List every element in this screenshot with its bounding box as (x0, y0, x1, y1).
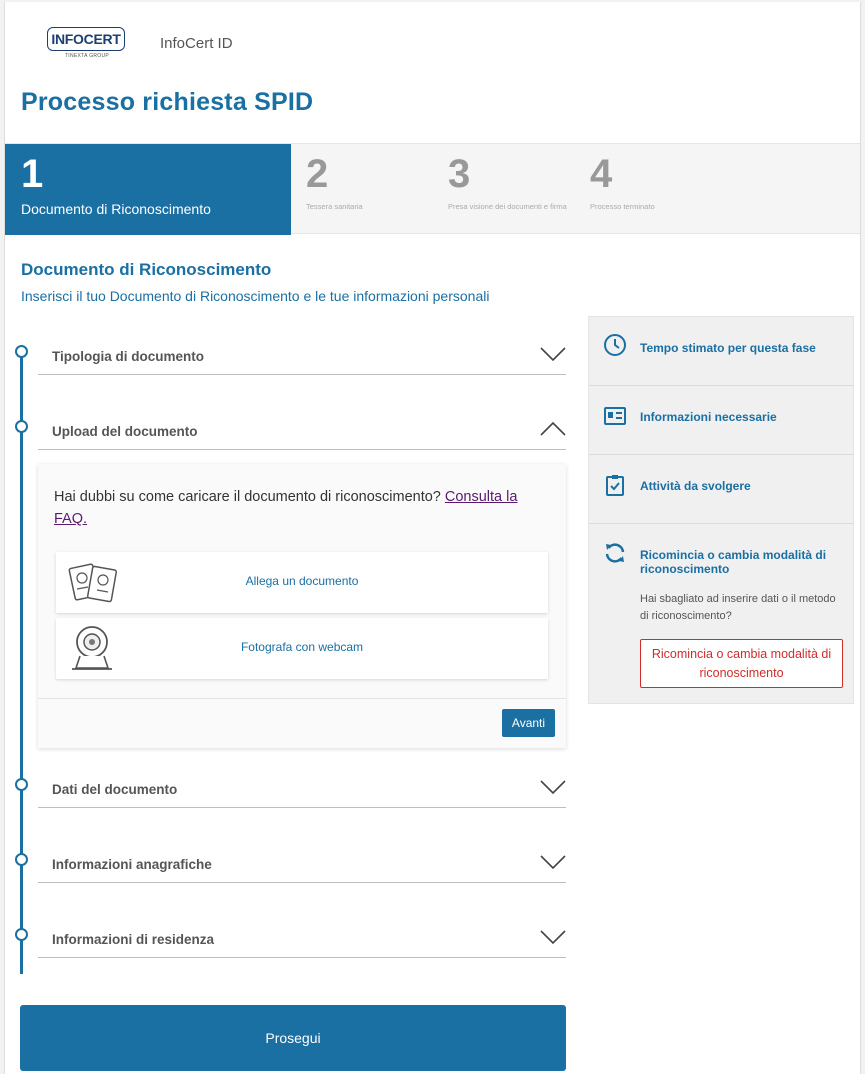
chevron-down-icon (540, 929, 566, 945)
clock-icon (603, 333, 627, 357)
restart-description: Hai sbagliato ad inserire dati o il metodo di riconoscimento? (640, 593, 836, 622)
step-2 (306, 144, 436, 235)
timeline-dot (15, 928, 28, 941)
chevron-down-icon (540, 779, 566, 795)
chevron-up-icon (540, 421, 566, 437)
page-frame (4, 2, 861, 1074)
help-text: Hai dubbi su come caricare il documento di riconoscimento? (54, 489, 441, 505)
step-number: 4 (590, 152, 613, 196)
accordion-informazioni-anagrafiche[interactable] (38, 837, 566, 883)
accordion-label: Informazioni di residenza (52, 932, 215, 947)
refresh-icon (603, 541, 627, 565)
infocert-logo[interactable] (47, 27, 127, 65)
info-sidebar (588, 316, 854, 704)
attach-document-label: Allega un documento (245, 574, 359, 588)
page-title: Processo richiesta SPID (21, 88, 314, 116)
accordion-label: Dati del documento (52, 782, 178, 797)
step-number: 3 (448, 152, 471, 196)
webcam-option[interactable] (56, 618, 548, 679)
sidebar-item-label: Ricomincia o cambia modalità di riconoscimento (640, 548, 827, 576)
panel-footer (38, 698, 566, 748)
chevron-down-icon (540, 346, 566, 362)
accordion-label: Informazioni anagrafiche (52, 857, 212, 872)
restart-button[interactable]: Ricomincia o cambia modalità di riconoscimento (640, 639, 843, 688)
header (5, 2, 860, 68)
webcam-label: Fotografa con webcam (240, 640, 364, 654)
upload-help-text (54, 486, 544, 530)
step-label: Tessera sanitaria (306, 202, 363, 211)
section-title: Documento di Riconoscimento (21, 260, 272, 279)
step-4 (590, 144, 720, 235)
id-card-icon (603, 404, 627, 428)
upload-panel (38, 464, 566, 748)
step-1 (5, 144, 291, 235)
logo-text-info: INFO (51, 31, 84, 47)
sidebar-item-attivita-da-svolgere[interactable] (589, 455, 853, 524)
timeline-dot (15, 420, 28, 433)
step-label: Processo terminato (590, 202, 655, 211)
accordion-dati-documento[interactable] (38, 762, 566, 808)
step-number: 1 (21, 152, 44, 196)
accordion-tipologia-documento[interactable] (38, 329, 566, 375)
step-3 (448, 144, 578, 235)
clipboard-check-icon (603, 473, 627, 497)
logo-text-cert: CERT (83, 31, 121, 47)
sidebar-item-informazioni-necessarie[interactable] (589, 386, 853, 455)
accordion-label: Upload del documento (52, 424, 198, 439)
faq-link[interactable]: Consulta la FAQ. (54, 489, 518, 527)
step-number: 2 (306, 152, 329, 196)
avanti-button[interactable]: Avanti (502, 709, 555, 737)
timeline-dot (15, 345, 28, 358)
timeline-dot (15, 778, 28, 791)
accordion-upload-documento[interactable] (38, 404, 566, 450)
accordion-informazioni-residenza[interactable] (38, 912, 566, 958)
section-subtitle: Inserisci il tuo Documento di Riconoscimento e le tue informazioni personali (21, 288, 490, 304)
sidebar-item-label: Tempo stimato per questa fase (640, 341, 816, 355)
sidebar-item-tempo-stimato[interactable] (589, 317, 853, 386)
chevron-down-icon (540, 854, 566, 870)
app-name: InfoCert ID (160, 35, 233, 52)
accordion-label: Tipologia di documento (52, 349, 204, 364)
timeline-line (20, 348, 23, 974)
attach-document-option[interactable] (56, 552, 548, 613)
logo-subtitle: TINEXTA GROUP (64, 53, 110, 59)
progress-stepper (5, 143, 860, 234)
sidebar-item-label: Attività da svolgere (640, 479, 751, 493)
step-label: Documento di Riconoscimento (21, 201, 211, 217)
logo-wordmark (47, 27, 125, 51)
step-label: Presa visione dei documenti e firma (448, 202, 567, 211)
prosegui-button[interactable]: Prosegui (20, 1005, 566, 1071)
timeline-dot (15, 853, 28, 866)
sidebar-item-label: Informazioni necessarie (640, 410, 777, 424)
